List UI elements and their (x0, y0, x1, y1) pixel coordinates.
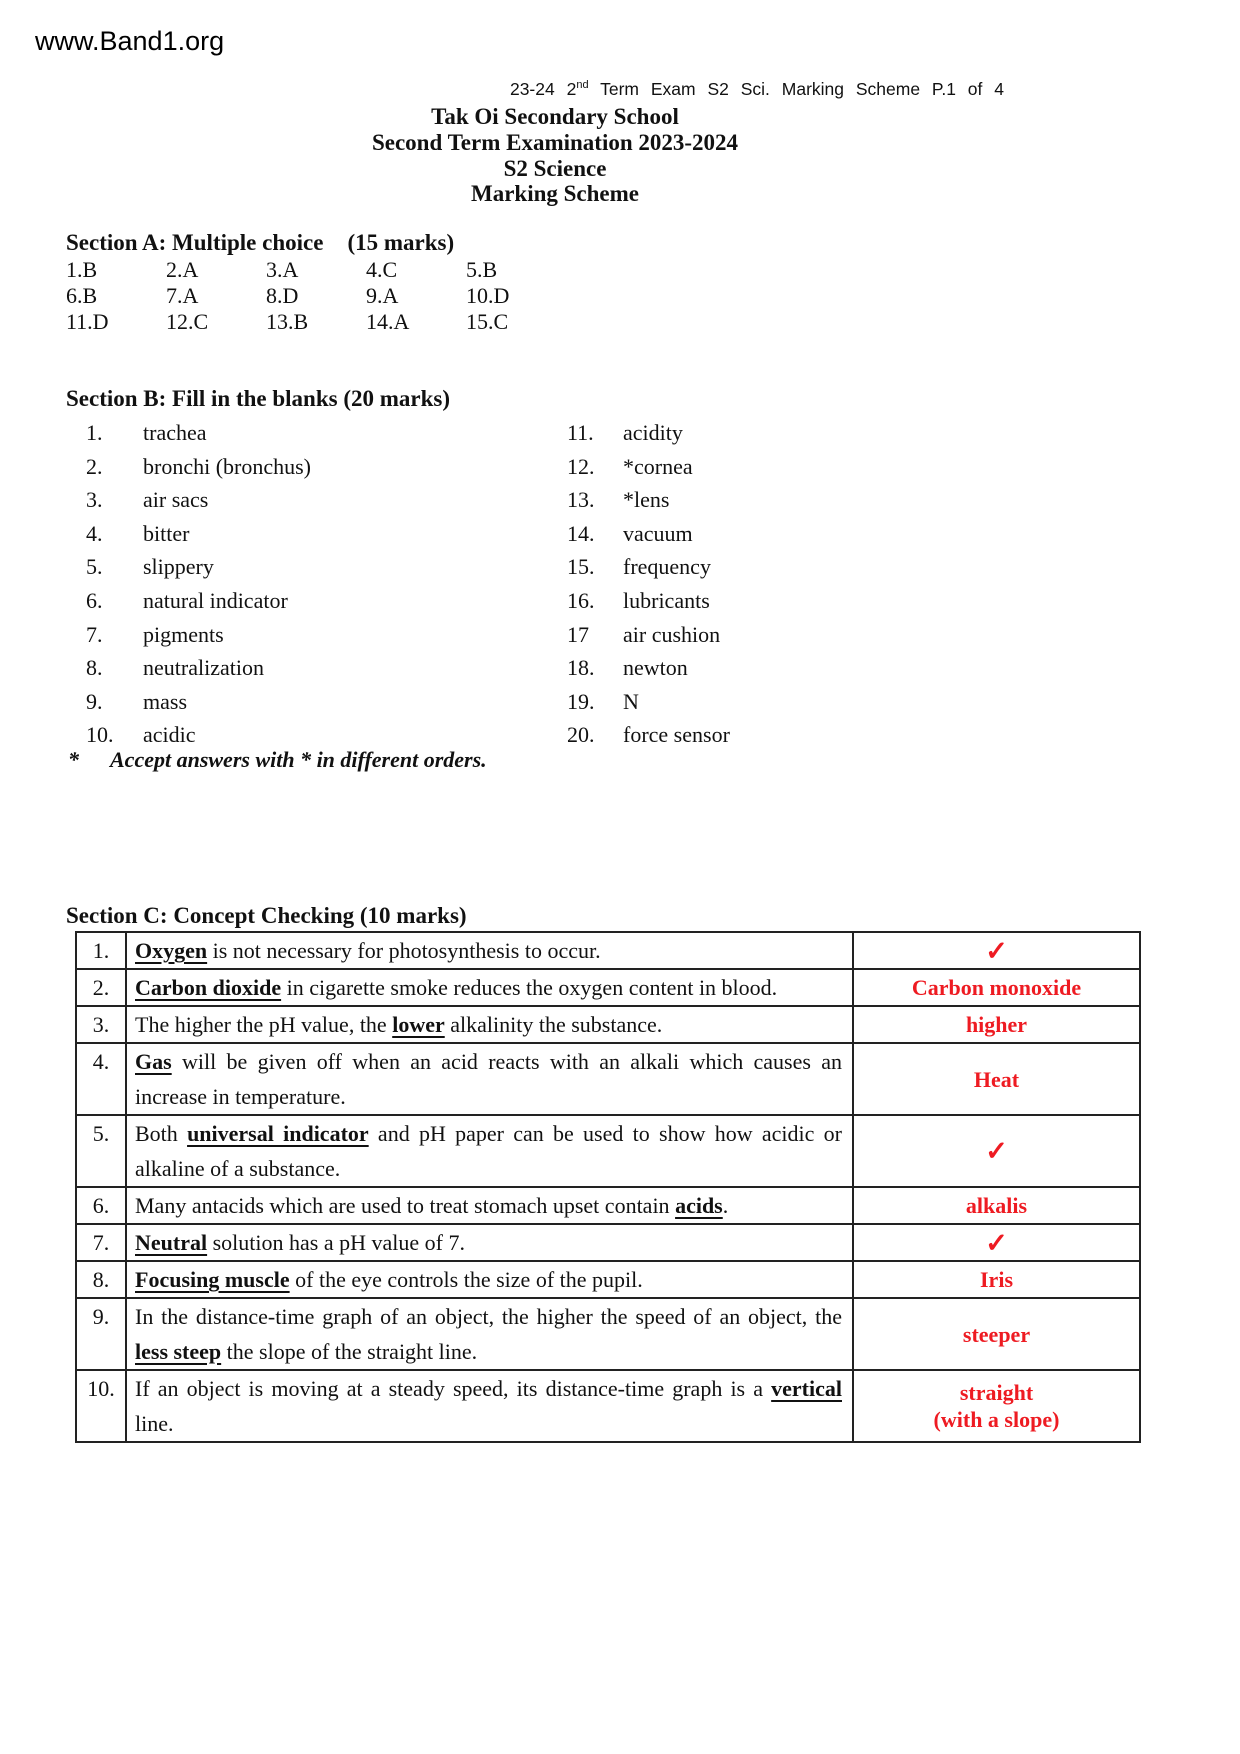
subject-title: S2 Science (503, 155, 607, 181)
statement-text: Both (135, 1121, 188, 1146)
statement-text: alkalinity the substance. (444, 1012, 663, 1037)
concept-statement (126, 1043, 853, 1115)
fib-item (86, 416, 506, 450)
section-a-heading (66, 230, 454, 256)
mc-answer: 14.A (366, 309, 410, 334)
concept-checking-table (75, 931, 1141, 1443)
fib-right-column (567, 416, 1037, 752)
concept-row-number: 9. (76, 1298, 126, 1370)
fib-number: 12. (567, 453, 595, 479)
concept-answer (853, 1370, 1140, 1442)
concept-answer (853, 1115, 1140, 1187)
mc-answer: 5.B (466, 257, 498, 282)
fib-answer: mass (143, 688, 187, 714)
mc-answer: 11.D (66, 309, 109, 334)
fib-item (567, 618, 1037, 652)
concept-row (76, 1298, 1140, 1370)
keyword-underlined: vertical (771, 1376, 842, 1401)
fib-number: 2. (86, 453, 103, 479)
keyword-underlined: lower (392, 1012, 445, 1037)
mc-answer: 9.A (366, 283, 399, 308)
fib-answer: pigments (143, 621, 224, 647)
concept-answer (853, 1187, 1140, 1224)
concept-row (76, 969, 1140, 1006)
checkmark-icon: ✓ (985, 935, 1008, 966)
answer-text: steeper (962, 1321, 1031, 1347)
concept-row (76, 1115, 1140, 1187)
mc-answer: 4.C (366, 257, 398, 282)
concept-row-number: 5. (76, 1115, 126, 1187)
answer-text: Carbon monoxide (911, 975, 1082, 1000)
fib-item (567, 450, 1037, 484)
section-a-marks: (15 marks) (347, 230, 455, 255)
fib-note-text: Accept answers with * in different orders. (110, 747, 487, 772)
fib-answer: N (623, 688, 639, 714)
fib-number: 14. (567, 520, 595, 546)
answer-text: (with a slope) (933, 1407, 1060, 1432)
mc-answer: 1.B (66, 257, 98, 282)
mc-answer: 2.A (166, 257, 199, 282)
answer-text: alkalis (965, 1193, 1028, 1218)
statement-text: . (722, 1193, 729, 1218)
fib-number: 11. (567, 420, 594, 445)
fib-number: 1. (86, 420, 103, 445)
fib-number: 7. (86, 621, 103, 647)
fib-item (567, 550, 1037, 584)
fib-number: 9. (86, 688, 103, 714)
concept-row-number: 7. (76, 1224, 126, 1261)
concept-row (76, 1224, 1140, 1261)
concept-statement (126, 1006, 853, 1043)
mc-answer: 12.C (166, 309, 209, 334)
page-header (510, 79, 1004, 100)
mc-answer: 6.B (66, 283, 98, 308)
fib-number: 10. (86, 722, 114, 748)
section-a-heading-text: Section A: Multiple choice (66, 230, 324, 255)
mc-answer: 15.C (466, 309, 509, 334)
fib-item (567, 718, 1037, 752)
checkmark-icon: ✓ (985, 1227, 1008, 1258)
statement-text: is not necessary for photosynthesis to occur. (207, 938, 601, 963)
fib-item (567, 483, 1037, 517)
statement-text: and pH paper can be used to show how acidic or alkaline of a substance. (135, 1121, 843, 1181)
fib-number: 4. (86, 520, 103, 546)
fib-answer: bronchi (bronchus) (143, 453, 312, 479)
statement-text: the slope of the straight line. (221, 1339, 478, 1364)
fib-answer: acidic (143, 722, 196, 748)
concept-row (76, 1370, 1140, 1442)
fib-answer: lubricants (623, 587, 710, 613)
answer-text: higher (965, 1012, 1028, 1037)
concept-statement (126, 1370, 853, 1442)
fib-answer: bitter (143, 520, 190, 546)
concept-row (76, 1043, 1140, 1115)
page-header-part1: 23-24 2 (509, 79, 577, 99)
mc-answer: 3.A (266, 257, 299, 282)
fib-answer: force sensor (623, 722, 730, 748)
mc-answer: 13.B (266, 309, 309, 334)
keyword-underlined: Gas (135, 1049, 172, 1074)
fib-number: 8. (86, 655, 103, 681)
answer-text: straight (959, 1380, 1034, 1405)
fib-item (567, 685, 1037, 719)
fib-item (86, 685, 506, 719)
statement-text: In the distance-time graph of an object, the higher the speed of an object, the (135, 1304, 842, 1329)
fib-item (86, 651, 506, 685)
fib-number: 15. (567, 554, 595, 580)
fib-number: 18. (567, 655, 595, 681)
fib-item (567, 517, 1037, 551)
title-block (65, 104, 1045, 207)
fib-answer: air sacs (143, 487, 209, 513)
concept-row-number: 10. (76, 1370, 126, 1442)
fib-answer: frequency (623, 554, 711, 580)
fib-answer: *cornea (623, 453, 693, 479)
checkmark-icon: ✓ (985, 1136, 1008, 1166)
keyword-underlined: Carbon dioxide (135, 975, 282, 1000)
fib-number: 5. (86, 554, 103, 580)
concept-row-number: 4. (76, 1043, 126, 1115)
fib-answer: trachea (143, 420, 207, 445)
statement-text: will be given off when an acid reacts with an alkali which causes an increase in temperature. (135, 1049, 842, 1109)
concept-answer (853, 1224, 1140, 1261)
fib-answer: air cushion (623, 621, 721, 647)
fib-number: 20. (567, 722, 595, 748)
concept-answer (853, 1006, 1140, 1043)
fib-item (567, 416, 1037, 450)
answer-text: Iris (980, 1267, 1013, 1292)
watermark-text: www.Band1.org (35, 26, 225, 56)
concept-row-number: 3. (76, 1006, 126, 1043)
statement-text: of the eye controls the size of the pupil. (289, 1267, 643, 1292)
fib-answer: newton (623, 655, 688, 681)
keyword-underlined: universal indicator (187, 1121, 369, 1146)
statement-text: Many antacids which are used to treat stomach upset contain (135, 1193, 676, 1218)
fib-left-column (86, 416, 506, 752)
concept-row-number: 6. (76, 1187, 126, 1224)
keyword-underlined: less steep (135, 1339, 222, 1364)
fib-answer: vacuum (623, 520, 693, 546)
concept-row (76, 1187, 1140, 1224)
statement-text: If an object is moving at a steady speed, its distance-time graph is a (135, 1376, 772, 1401)
fib-note (68, 747, 487, 773)
fib-answer: neutralization (143, 655, 264, 681)
fib-number: 13. (567, 487, 595, 513)
concept-answer (853, 932, 1140, 969)
keyword-underlined: Focusing muscle (135, 1267, 290, 1292)
fib-number: 19. (567, 688, 595, 714)
exam-title: Second Term Examination 2023-2024 (371, 129, 739, 155)
keyword-underlined: acids (675, 1193, 723, 1218)
fib-item (86, 450, 506, 484)
concept-statement (126, 1298, 853, 1370)
fib-number: 17 (567, 621, 589, 647)
mc-answer: 8.D (266, 283, 299, 308)
fib-number: 3. (86, 487, 103, 513)
concept-answer (853, 969, 1140, 1006)
concept-answer (853, 1298, 1140, 1370)
fib-item (86, 550, 506, 584)
fib-answer: *lens (623, 487, 670, 513)
mc-answer: 10.D (466, 283, 510, 308)
fib-note-star: * (68, 747, 79, 772)
concept-row-number: 8. (76, 1261, 126, 1298)
concept-statement (126, 1187, 853, 1224)
fib-answer: natural indicator (143, 587, 288, 613)
concept-answer (853, 1043, 1140, 1115)
fib-item (86, 618, 506, 652)
document-type: Marking Scheme (470, 181, 639, 207)
fib-item (86, 517, 506, 551)
statement-text: The higher the pH value, the (135, 1012, 393, 1037)
concept-table-body (76, 932, 1140, 1442)
statement-text: line. (135, 1411, 174, 1436)
answer-text: Heat (973, 1066, 1020, 1092)
concept-statement (126, 1224, 853, 1261)
statement-text: solution has a pH value of 7. (207, 1230, 465, 1255)
keyword-underlined: Neutral (135, 1230, 208, 1255)
concept-answer (853, 1261, 1140, 1298)
fib-item (567, 651, 1037, 685)
concept-row-number: 1. (76, 932, 126, 969)
mc-answer-grid (66, 257, 566, 335)
concept-statement (126, 1115, 853, 1187)
school-name: Tak Oi Secondary School (431, 104, 679, 129)
section-c-heading: Section C: Concept Checking (10 marks) (66, 903, 467, 928)
concept-row-number: 2. (76, 969, 126, 1006)
fib-item (86, 483, 506, 517)
concept-row (76, 1006, 1140, 1043)
statement-text: in cigarette smoke reduces the oxygen content in blood. (281, 975, 778, 1000)
concept-statement (126, 932, 853, 969)
concept-row (76, 932, 1140, 969)
mc-answer: 7.A (166, 283, 199, 308)
page-header-superscript: nd (576, 79, 589, 92)
fib-number: 16. (567, 587, 595, 613)
fib-answer: slippery (143, 554, 214, 580)
concept-row (76, 1261, 1140, 1298)
fib-number: 6. (86, 587, 103, 613)
fib-answer: acidity (623, 420, 683, 445)
concept-statement (126, 1261, 853, 1298)
page-header-part2: Term Exam S2 Sci. Marking Scheme P.1 of 4 (588, 79, 1004, 99)
fib-item (567, 584, 1037, 618)
fib-item (86, 584, 506, 618)
section-b-heading: Section B: Fill in the blanks (20 marks) (66, 386, 451, 411)
keyword-underlined: Oxygen (135, 938, 208, 963)
concept-statement (126, 969, 853, 1006)
